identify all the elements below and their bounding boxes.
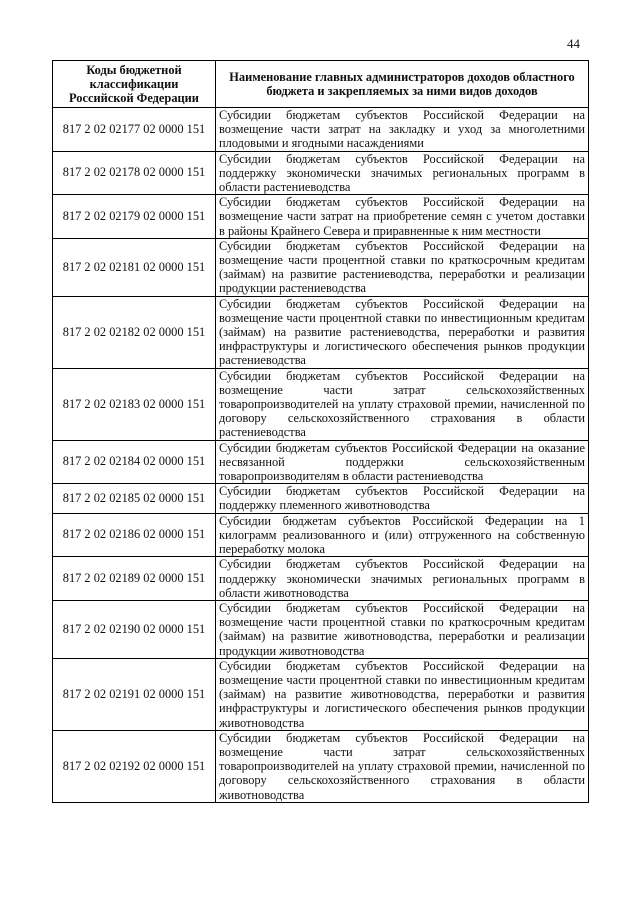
budget-codes-table: [52, 60, 589, 803]
row-code: 817 2 02 02190 02 0000 151: [53, 600, 216, 658]
table-row: [53, 151, 589, 195]
row-code: 817 2 02 02189 02 0000 151: [53, 557, 216, 601]
row-code: 817 2 02 02191 02 0000 151: [53, 658, 216, 730]
table-row: [53, 238, 589, 296]
table-row: [53, 513, 589, 557]
header-names: Наименование главных администраторов доходов областного бюджета и закрепляемых за ними видов доходов: [216, 61, 589, 108]
row-code: 817 2 02 02186 02 0000 151: [53, 513, 216, 557]
row-code: 817 2 02 02182 02 0000 151: [53, 296, 216, 368]
table-header-row: [53, 61, 589, 108]
table-row: [53, 108, 589, 152]
row-description: Субсидии бюджетам субъектов Российской Федерации на поддержку экономически значимых региональных программ в области животноводства: [216, 557, 589, 601]
row-description: Субсидии бюджетам субъектов Российской Федерации на возмещение части затрат на приобретение семян с учетом доставки в районы Крайнего Севера и приравненные к ним местности: [216, 195, 589, 239]
row-description: Субсидии бюджетам субъектов Российской Федерации на возмещение части затрат сельскохозяйственных товаропроизводителей на уплату страховой премии, начисленной по договору сельскохозяйственного страхования в области растениеводства: [216, 368, 589, 440]
table-row: [53, 557, 589, 601]
table-row: [53, 368, 589, 440]
header-codes: Коды бюджетной классификации Российской Федерации: [53, 61, 216, 108]
row-description: Субсидии бюджетам субъектов Российской Федерации на возмещение части процентной ставки по краткосрочным кредитам (займам) на развитие животноводства, переработки и реализации продукции животноводства: [216, 600, 589, 658]
row-description: Субсидии бюджетам субъектов Российской Федерации на возмещение части процентной ставки по инвестиционным кредитам (займам) на развитие растениеводства, переработки и развития инфраструктуры и логистического обеспечения рынков продукции растениеводства: [216, 296, 589, 368]
row-code: 817 2 02 02184 02 0000 151: [53, 440, 216, 484]
row-description: Субсидии бюджетам субъектов Российской Федерации на возмещение части затрат сельскохозяйственных товаропроизводителей на уплату страховой премии, начисленной по договору сельскохозяйственного страхования в области животноводства: [216, 730, 589, 802]
row-description: Субсидии бюджетам субъектов Российской Федерации на 1 килограмм реализованного и (или) отгруженного на собственную переработку молока: [216, 513, 589, 557]
row-code: 817 2 02 02179 02 0000 151: [53, 195, 216, 239]
row-code: 817 2 02 02185 02 0000 151: [53, 484, 216, 513]
table-row: [53, 658, 589, 730]
page-number: 44: [567, 36, 580, 51]
table-row: [53, 296, 589, 368]
row-description: Субсидии бюджетам субъектов Российской Федерации на возмещение части процентной ставки по инвестиционным кредитам (займам) на развитие животноводства, переработки и развития инфраструктуры и логистического обеспечения рынков продукции животноводства: [216, 658, 589, 730]
table-row: [53, 484, 589, 513]
row-description: Субсидии бюджетам субъектов Российской Федерации на оказание несвязанной поддержки сельскохозяйственным товаропроизводителям в области растениеводства: [216, 440, 589, 484]
row-code: 817 2 02 02181 02 0000 151: [53, 238, 216, 296]
row-code: 817 2 02 02177 02 0000 151: [53, 108, 216, 152]
row-code: 817 2 02 02183 02 0000 151: [53, 368, 216, 440]
table-row: [53, 600, 589, 658]
row-description: Субсидии бюджетам субъектов Российской Федерации на поддержку экономически значимых региональных программ в области растениеводства: [216, 151, 589, 195]
row-code: 817 2 02 02192 02 0000 151: [53, 730, 216, 802]
table-row: [53, 730, 589, 802]
row-description: Субсидии бюджетам субъектов Российской Федерации на возмещение части процентной ставки по краткосрочным кредитам (займам) на развитие растениеводства, переработки и реализации продукции растениеводства: [216, 238, 589, 296]
row-description: Субсидии бюджетам субъектов Российской Федерации на возмещение части затрат на закладку и уход за многолетними плодовыми и ягодными насаждениями: [216, 108, 589, 152]
table-row: [53, 440, 589, 484]
table-row: [53, 195, 589, 239]
row-description: Субсидии бюджетам субъектов Российской Федерации на поддержку племенного животноводства: [216, 484, 589, 513]
row-code: 817 2 02 02178 02 0000 151: [53, 151, 216, 195]
